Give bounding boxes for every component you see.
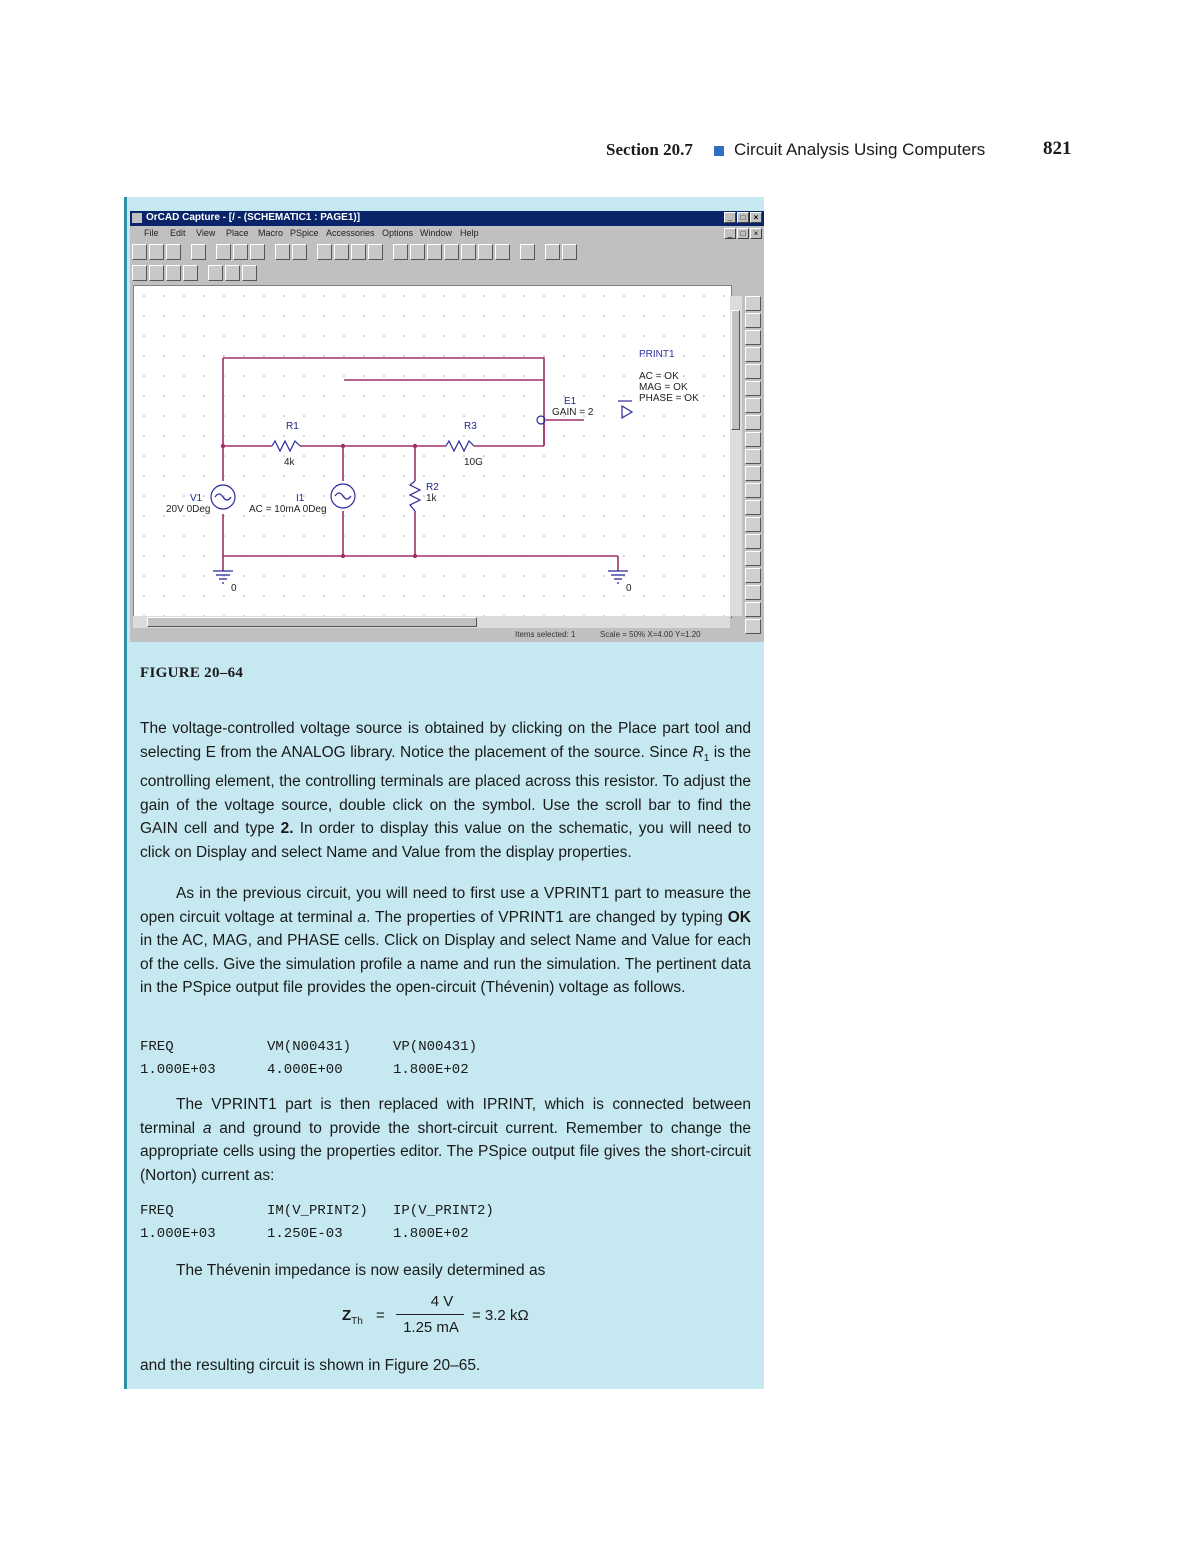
place-polyline-icon[interactable] xyxy=(745,551,761,566)
voltage-marker-icon[interactable] xyxy=(208,265,223,281)
menu-bar xyxy=(130,226,764,241)
place-part-icon[interactable] xyxy=(745,313,761,328)
doc-restore-icon[interactable]: □ xyxy=(737,228,749,239)
bom-icon[interactable] xyxy=(478,244,493,260)
place-bus-entry-icon[interactable] xyxy=(745,398,761,413)
table1-header-row: FREQ VM(N00431) VP(N00431) xyxy=(140,1039,478,1055)
header-bullet-square xyxy=(714,146,724,156)
place-line-icon[interactable] xyxy=(745,534,761,549)
paragraph-2: As in the previous circuit, you will need to first use a VPRINT1 part to measure the open circuit voltage at terminal a. The properties of VPRINT1 are changed by typing OK in the AC, MAG, and PHASE cells. Click on Display and select Name and Value for each of the cells. Give the simulation profile a name and run the simulation. The pertinent data in the PSpice output file provides the open-circuit (Thévenin) voltage as follows. xyxy=(140,885,751,996)
pspice-output-voltage xyxy=(140,1036,640,1086)
place-text-icon[interactable] xyxy=(745,619,761,634)
place-net-alias-icon[interactable] xyxy=(745,347,761,362)
place-no-connect-icon[interactable] xyxy=(745,517,761,532)
running-header xyxy=(0,140,1200,164)
vprint-mag: MAG = OK xyxy=(639,382,688,393)
select-tool-icon[interactable] xyxy=(745,296,761,311)
place-rectangle-icon[interactable] xyxy=(745,568,761,583)
v1-name: V1 xyxy=(190,493,203,504)
table2-header-row: FREQ IM(V_PRINT2) IP(V_PRINT2) xyxy=(140,1203,494,1219)
current-marker-icon[interactable] xyxy=(225,265,240,281)
place-bus-icon[interactable] xyxy=(745,364,761,379)
v1-value: 20V 0Deg xyxy=(166,504,211,515)
vertical-scrollbar[interactable] xyxy=(730,296,742,616)
menu-file[interactable]: File xyxy=(144,228,159,238)
bias-display-icon[interactable] xyxy=(242,265,257,281)
netlist-icon[interactable] xyxy=(444,244,459,260)
place-pin-icon[interactable] xyxy=(745,483,761,498)
horizontal-scrollbar[interactable] xyxy=(133,616,730,628)
cut-icon[interactable] xyxy=(216,244,231,260)
help-icon[interactable] xyxy=(562,244,577,260)
e1-gain: GAIN = 2 xyxy=(552,407,594,418)
orcad-window xyxy=(130,211,764,642)
place-ellipse-icon[interactable] xyxy=(745,585,761,600)
section-label: Section 20.7 xyxy=(606,140,693,159)
status-selection: Items selected: 1 xyxy=(515,630,576,639)
doc-close-icon[interactable]: × xyxy=(750,228,762,239)
paragraph-4: The Thévenin impedance is now easily determined as xyxy=(176,1262,546,1279)
paragraph-3: The VPRINT1 part is then replaced with IPRINT, which is connected between terminal a and ground to provide the short-circuit current. Remember to change the appropriate cells using the properties editor. The PSpice output file gives the short-circuit (Norton) current as: xyxy=(140,1096,752,1184)
ground-left-label: 0 xyxy=(231,583,237,594)
drc-icon[interactable] xyxy=(427,244,442,260)
part-editor-icon[interactable] xyxy=(545,244,560,260)
vprint-phase: PHASE = OK xyxy=(639,393,699,404)
new-file-icon[interactable] xyxy=(132,244,147,260)
place-junction-icon[interactable] xyxy=(745,381,761,396)
save-icon[interactable] xyxy=(166,244,181,260)
r1-value: 4k xyxy=(284,457,295,468)
new-profile-icon[interactable] xyxy=(132,265,147,281)
tool-palette xyxy=(744,296,762,642)
main-toolbar xyxy=(132,242,577,262)
place-off-page-icon[interactable] xyxy=(745,500,761,515)
menu-macro[interactable]: Macro xyxy=(258,228,284,238)
window-title-bar xyxy=(130,211,764,226)
r3-name: R3 xyxy=(464,421,477,432)
page-number: 821 xyxy=(1043,138,1072,159)
section-title: Circuit Analysis Using Computers xyxy=(734,140,986,159)
menu-help[interactable]: Help xyxy=(460,228,479,238)
place-arc-icon[interactable] xyxy=(745,602,761,617)
menu-pspice[interactable]: PSpice xyxy=(290,228,319,238)
r2-name: R2 xyxy=(426,482,439,493)
paragraph-1: The voltage-controlled voltage source is obtained by clicking on the Place part tool and selecting E from the ANALOG library. Notice the placement of the source. Since $R_1$ is the controlling element, the controlling terminals are placed across this resistor. To adjust the gain of the voltage source, double click on the symbol. Use the scroll bar to find the GAIN cell and type 2. In order to display this value on the schematic, you will need to click on Display and select Name and Value from the display properties. xyxy=(140,720,751,861)
menu-options[interactable]: Options xyxy=(382,228,414,238)
window-title: OrCAD Capture - [/ - (SCHEMATIC1 : PAGE1)] xyxy=(146,212,361,223)
table2-data-row: 1.000E+03 1.250E-03 1.800E+02 xyxy=(140,1226,469,1242)
edit-profile-icon[interactable] xyxy=(149,265,164,281)
run-simulation-icon[interactable] xyxy=(166,265,181,281)
zoom-all-icon[interactable] xyxy=(368,244,383,260)
ground-right-label: 0 xyxy=(626,583,632,594)
place-hierarchical-block-icon[interactable] xyxy=(745,449,761,464)
open-file-icon[interactable] xyxy=(149,244,164,260)
menu-place[interactable]: Place xyxy=(226,228,249,238)
undo-icon[interactable] xyxy=(275,244,290,260)
table1-data-row: 1.000E+03 4.000E+00 1.800E+02 xyxy=(140,1062,469,1078)
paragraph-5: and the resulting circuit is shown in Figure 20–65. xyxy=(140,1357,481,1374)
paste-icon[interactable] xyxy=(250,244,265,260)
copy-icon[interactable] xyxy=(233,244,248,260)
doc-minimize-icon[interactable]: _ xyxy=(724,228,736,239)
pspice-output-current xyxy=(140,1200,640,1250)
redo-icon[interactable] xyxy=(292,244,307,260)
minimize-icon[interactable]: _ xyxy=(724,212,736,223)
annotate-icon[interactable] xyxy=(393,244,408,260)
thevenin-equation: $Z_{Th}$ = 4 V 1.25 mA = 3.2 kΩ xyxy=(342,1293,529,1336)
menu-edit[interactable]: Edit xyxy=(170,228,186,238)
r1-name: R1 xyxy=(286,421,299,432)
pspice-toolbar xyxy=(132,263,257,283)
place-ground-icon[interactable] xyxy=(745,432,761,447)
snap-grid-icon[interactable] xyxy=(495,244,510,260)
status-bar xyxy=(130,629,742,642)
vprint-ac: AC = OK xyxy=(639,371,679,382)
app-icon xyxy=(132,213,142,223)
crossref-icon[interactable] xyxy=(461,244,476,260)
e1-name: E1 xyxy=(564,396,577,407)
figure-panel xyxy=(124,197,764,1389)
project-manager-icon[interactable] xyxy=(520,244,535,260)
vertical-scroll-thumb[interactable] xyxy=(731,310,740,430)
zoom-out-icon[interactable] xyxy=(334,244,349,260)
close-icon[interactable]: × xyxy=(750,212,762,223)
menu-window[interactable]: Window xyxy=(420,228,453,238)
i1-value: AC = 10mA 0Deg xyxy=(249,504,327,515)
backannotate-icon[interactable] xyxy=(410,244,425,260)
place-power-icon[interactable] xyxy=(745,415,761,430)
print-icon[interactable] xyxy=(191,244,206,260)
r3-value: 10G xyxy=(464,457,483,468)
view-results-icon[interactable] xyxy=(183,265,198,281)
r2-value: 1k xyxy=(426,493,437,504)
status-scale: Scale = 50% X=4.00 Y=1.20 xyxy=(600,630,701,639)
menu-view[interactable]: View xyxy=(196,228,216,238)
horizontal-scroll-thumb[interactable] xyxy=(147,617,477,627)
i1-name: I1 xyxy=(296,493,305,504)
place-port-icon[interactable] xyxy=(745,466,761,481)
menu-accessories[interactable]: Accessories xyxy=(326,228,375,238)
schematic-canvas[interactable] xyxy=(133,285,732,618)
place-wire-icon[interactable] xyxy=(745,330,761,345)
figure-caption: FIGURE 20–64 xyxy=(140,665,244,681)
schematic-drawing xyxy=(134,286,731,617)
maximize-icon[interactable]: □ xyxy=(737,212,749,223)
vprint-name: PRINT1 xyxy=(639,349,675,360)
zoom-in-icon[interactable] xyxy=(317,244,332,260)
zoom-area-icon[interactable] xyxy=(351,244,366,260)
